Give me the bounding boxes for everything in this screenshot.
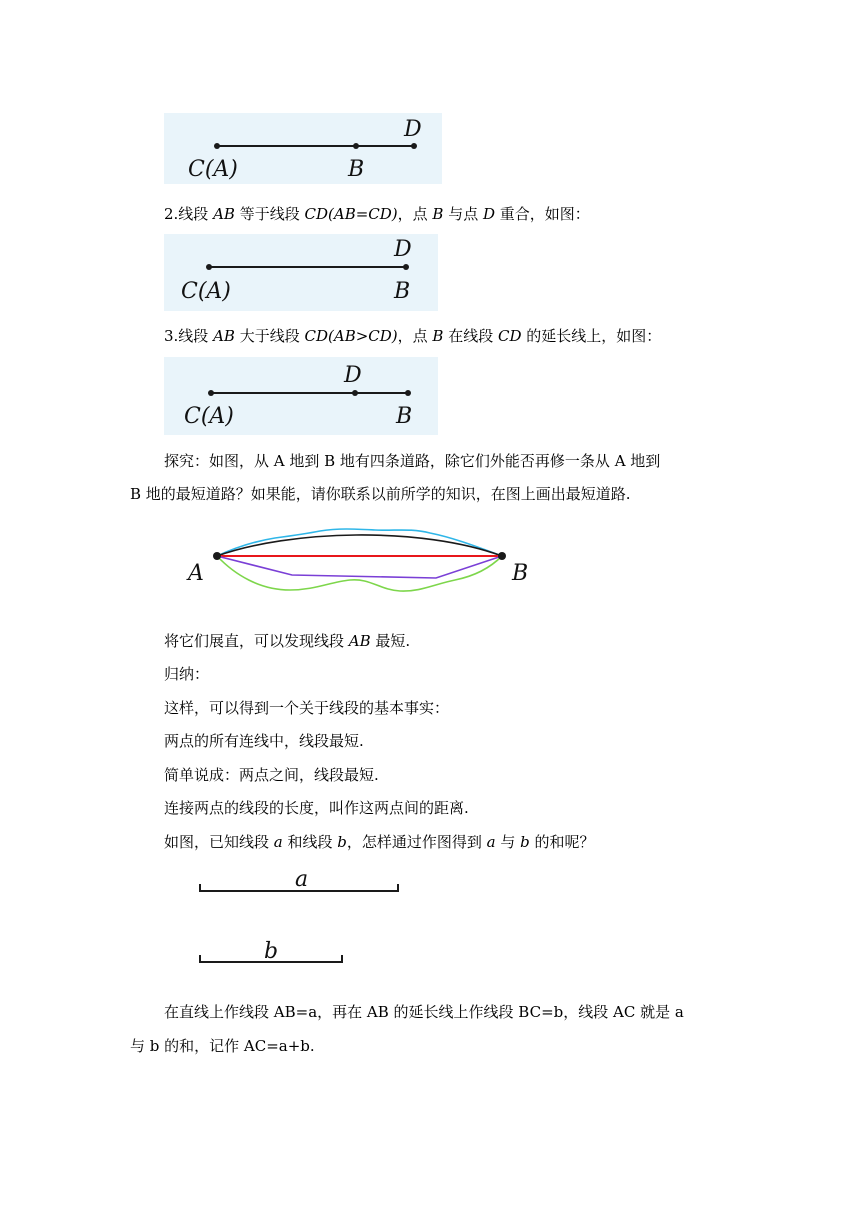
straighten-text: 将它们展直，可以发现线段 AB 最短.: [164, 632, 411, 650]
figure-case2-drawing: [164, 234, 438, 311]
label-ca: C(A): [184, 404, 234, 429]
figure-paths: [180, 520, 540, 600]
path-purple: [217, 556, 502, 578]
label-segment-b: b: [264, 939, 279, 964]
figure-case1-drawing: [164, 113, 442, 184]
point-a: [213, 552, 221, 560]
path-green: [217, 556, 502, 591]
point-bd: [403, 264, 409, 270]
figure-case3-drawing: [164, 357, 438, 435]
path-cyan: [217, 529, 502, 556]
question-text: 如图，已知线段 a 和线段 b，怎样通过作图得到 a 与 b 的和呢？: [164, 833, 595, 851]
label-b: B: [512, 561, 529, 586]
distance-definition: 连接两点的线段的长度，叫作这两点间的距离.: [164, 799, 469, 817]
point-c: [208, 390, 214, 396]
answer-line1: 在直线上作线段 AB=a，再在 AB 的延长线上作线段 BC=b，线段 AC 就是 a: [164, 1003, 684, 1021]
point-c: [206, 264, 212, 270]
summary-heading: 归纳：: [164, 665, 210, 683]
point-b: [498, 552, 506, 560]
figure-segments: [190, 860, 420, 970]
label-d: D: [404, 117, 422, 142]
label-ca: C(A): [188, 157, 238, 182]
label-d: D: [394, 237, 412, 262]
point-d: [411, 143, 417, 149]
point-b: [405, 390, 411, 396]
fact-text: 两点的所有连线中，线段最短.: [164, 732, 364, 750]
point-b: [353, 143, 359, 149]
point-d: [352, 390, 358, 396]
label-segment-a: a: [295, 867, 309, 892]
fact-short: 简单说成：两点之间，线段最短.: [164, 766, 379, 784]
case2-text: 2.线段 AB 等于线段 CD(AB=CD)，点 B 与点 D 重合，如图：: [164, 205, 590, 223]
label-ca: C(A): [181, 279, 231, 304]
label-b: B: [396, 404, 413, 429]
label-a: A: [188, 561, 204, 586]
path-black: [217, 535, 502, 556]
fact-intro: 这样，可以得到一个关于线段的基本事实：: [164, 699, 450, 717]
explore-line1: 探究：如图，从 A 地到 B 地有四条道路，除它们外能否再修一条从 A 地到: [164, 452, 661, 470]
point-c: [214, 143, 220, 149]
label-b: B: [348, 157, 365, 182]
label-d: D: [344, 363, 362, 388]
case3-text: 3.线段 AB 大于线段 CD(AB>CD)，点 B 在线段 CD 的延长线上，如图：: [164, 327, 662, 345]
label-b: B: [394, 279, 411, 304]
explore-line2: B 地的最短道路？如果能，请你联系以前所学的知识，在图上画出最短道路.: [130, 485, 631, 503]
answer-line2: 与 b 的和，记作 AC=a+b.: [130, 1037, 315, 1055]
